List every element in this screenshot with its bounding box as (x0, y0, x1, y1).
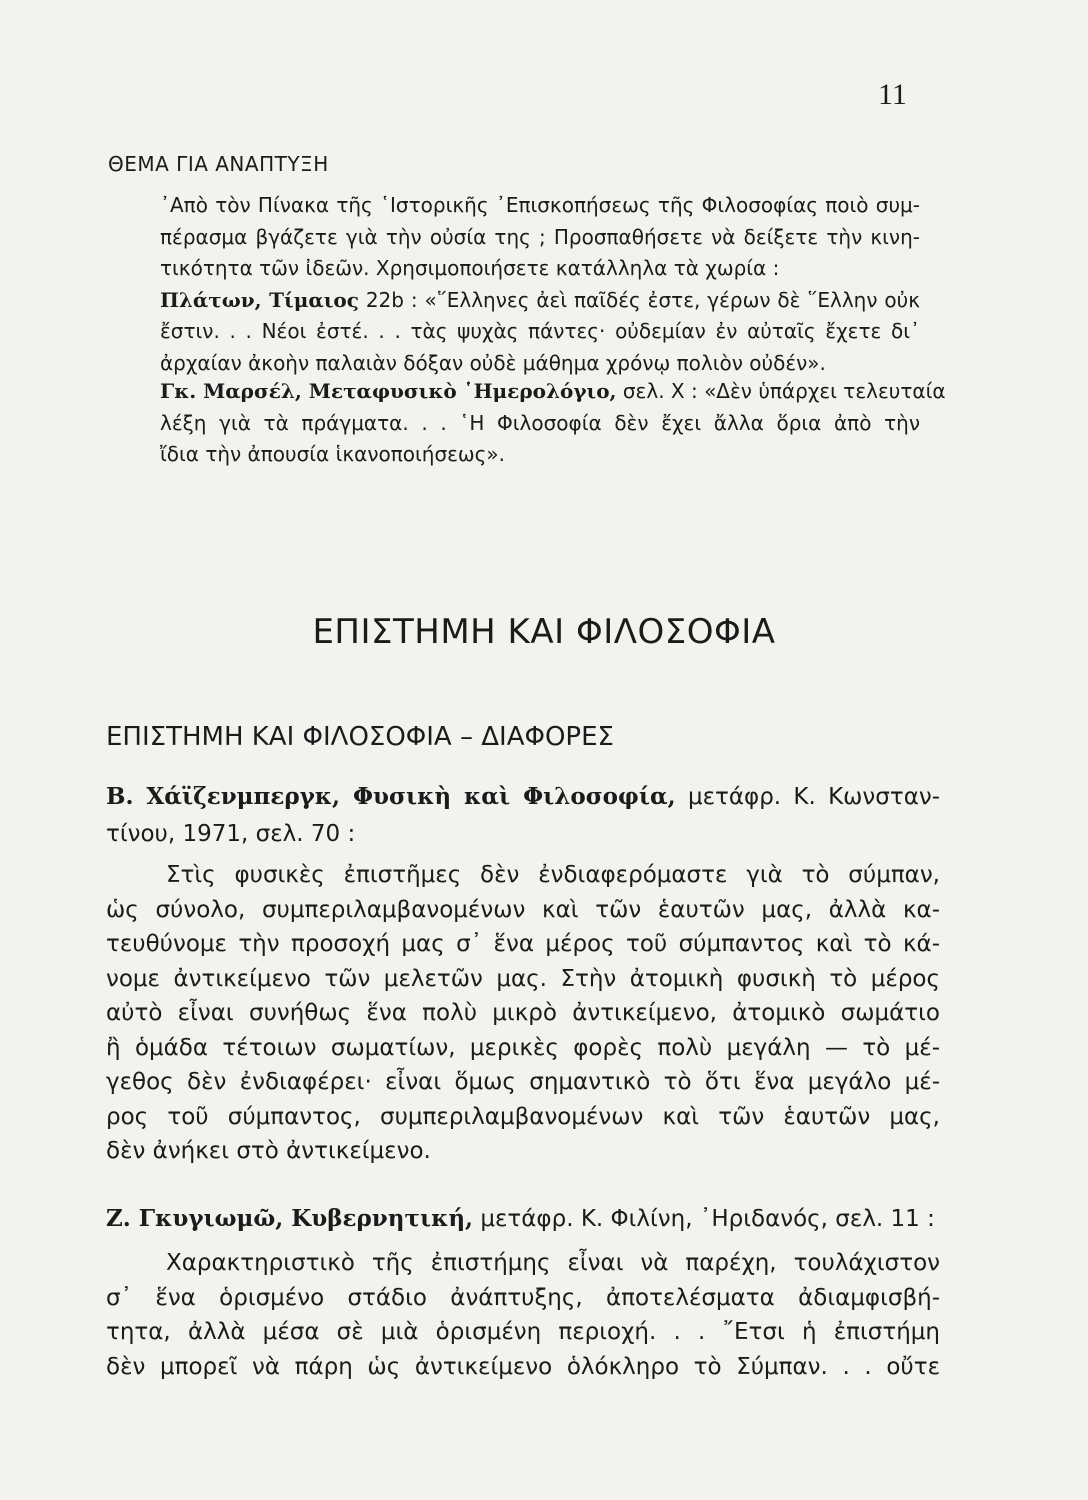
page-number: 11 (878, 78, 907, 111)
citation-details: μετάφρ. Κ. Φιλίνη, ᾽Ηριδανός, σελ. 11 : (473, 1206, 935, 1232)
citation-heisenberg (106, 778, 940, 853)
quote-line: νομε ἀντικείμενο τῶν μελετῶν μας. Στὴν ἀτομικὴ φυσικὴ τὸ μέρος (106, 965, 940, 992)
citation-author-title: Ζ. Γκυγιωμῶ, Κυβερνητική, (106, 1205, 474, 1232)
section-heading: ΘΕΜΑ ΓΙΑ ΑΝΑΠΤΥΞΗ (108, 152, 329, 176)
quote-line: γεθος δὲν ἐνδιαφέρει· εἶναι ὅμως σημαντικὸ τὸ ὅτι ἕνα μεγάλο μέ- (106, 1069, 940, 1095)
marcel-citation-line (160, 376, 946, 408)
citation-line: τίνου, 1971, σελ. 70 : (106, 821, 356, 847)
theme-paragraph (160, 190, 920, 379)
quote-line: Στὶς φυσικὲς ἐπιστῆμες δὲν ἐνδιαφερόμαστε γιὰ τὸ σύμπαν, (166, 862, 940, 888)
text-line: πέρασμα βγάζετε γιὰ τὴν οὐσία της ; Προσπαθήσετε νὰ δείξετε τὴν κινη- (160, 224, 920, 249)
quote-guillaumaud (106, 1246, 940, 1384)
quote-line: τευθύνομε τὴν προσοχή μας σ᾽ ἕνα μέρος τοῦ σύμπαντος καὶ τὸ κά- (106, 931, 940, 957)
text-line: τικότητα τῶν ἰδεῶν. Χρησιμοποιήσετε κατάλληλα τὰ χωρία : (160, 256, 780, 280)
plato-quote-start: 22b : «῞Ελληνες ἀεὶ παῖδές ἐστε, γέρων δὲ ῞Ελλην οὐκ (358, 287, 921, 312)
quote-line: αὐτὸ εἶναι συνήθως ἕνα πολὺ μικρὸ ἀντικείμενο, ἀτομικὸ σωμάτιο (106, 1000, 940, 1026)
quote-line: Χαρακτηριστικὸ τῆς ἐπιστήμης εἶναι νὰ παρέχη, τουλάχιστον (166, 1250, 940, 1276)
quote-line: ἢ ὁμάδα τέτοιων σωματίων, μερικὲς φορὲς πολὺ μεγάλη — τὸ μέ- (106, 1034, 940, 1061)
text-line: ἴδια τὴν ἀπουσία ἱκανοποιήσεως». (160, 442, 506, 466)
citation-line (106, 778, 940, 816)
text-line: λέξη γιὰ τὰ πράγματα. . . ῾Η Φιλοσοφία δὲν ἔχει ἄλλα ὅρια ἀπὸ τὴν (160, 410, 920, 435)
plato-citation-line (160, 285, 920, 317)
quote-line: σ᾽ ἕνα ὁρισμένο στάδιο ἀνάπτυξης, ἀποτελέσματα ἀδιαμφισβή- (106, 1284, 940, 1311)
marcel-paragraph (160, 376, 946, 471)
quote-line: δὲν ἀνήκει στὸ ἀντικείμενο. (106, 1138, 431, 1164)
marcel-quote-start: σελ. Χ : «Δὲν ὑπάρχει τελευταία (616, 379, 946, 403)
main-title: ΕΠΙΣΤΗΜΗ ΚΑΙ ΦΙΛΟΣΟΦΙΑ (312, 612, 776, 652)
subtitle: ΕΠΙΣΤΗΜΗ ΚΑΙ ΦΙΛΟΣΟΦΙΑ – ΔΙΑΦΟΡΕΣ (106, 722, 614, 752)
quote-heisenberg (106, 858, 940, 1169)
citation-details: μετάφρ. Κ. Κωνσταν- (675, 784, 940, 810)
quote-line: ρος τοῦ σύμπαντος, συμπεριλαμβανομένων καὶ τῶν ἑαυτῶν μας, (106, 1103, 940, 1130)
quote-line: δὲν μπορεῖ νὰ πάρη ὡς ἀντικείμενο ὁλόκληρο τὸ Σύμπαν. . . οὔτε (106, 1353, 940, 1380)
citation-author-title: Β. Χάϊζενμπεργκ, Φυσικὴ καὶ Φιλοσοφία, (106, 783, 676, 810)
marcel-reference: Γκ. Μαρσέλ, Μεταφυσικὸ ῾Ημερολόγιο, (160, 379, 617, 403)
text-line: ἔστιν. . . Νέοι ἐστέ. . . τὰς ψυχὰς πάντες· οὐδεμίαν ἐν αὐταῖς ἔχετε δι᾽ (160, 319, 920, 343)
quote-line: τητα, ἀλλὰ μέσα σὲ μιὰ ὁρισμένη περιοχή. . . ῎Ετσι ἡ ἐπιστήμη (106, 1319, 940, 1345)
text-line: ᾽Απὸ τὸν Πίνακα τῆς ῾Ιστορικῆς ᾽Επισκοπήσεως τῆς Φιλοσοφίας ποιὸ συμ- (160, 193, 920, 217)
plato-reference: Πλάτων, Τίμαιος (160, 287, 359, 312)
quote-line: ὡς σύνολο, συμπεριλαμβανομένων καὶ τῶν ἑαυτῶν μας, ἀλλὰ κα- (106, 896, 940, 923)
citation-line (106, 1200, 940, 1238)
citation-guillaumaud (106, 1200, 940, 1238)
text-line: ἀρχαίαν ἀκοὴν παλαιὰν δόξαν οὐδὲ μάθημα χρόνῳ πολιὸν οὐδέν». (160, 350, 826, 375)
